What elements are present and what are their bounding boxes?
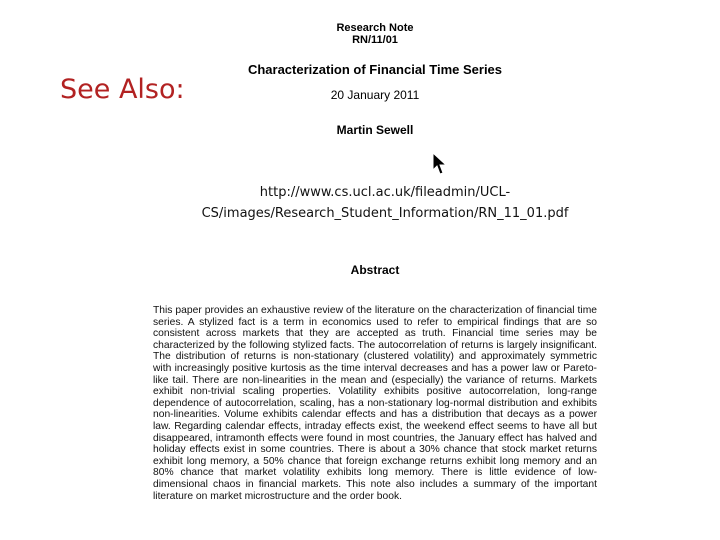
- mouse-pointer-icon: [432, 152, 448, 176]
- abstract-heading: Abstract: [350, 263, 400, 277]
- research-note-number: RN/11/01: [352, 34, 398, 46]
- research-note-label: Research Note: [336, 22, 414, 34]
- reference-url[interactable]: [150, 182, 620, 224]
- paper-title: Characterization of Financial Time Series: [247, 62, 503, 77]
- paper-snapshot: [150, 18, 600, 540]
- paper-date: 20 January 2011: [330, 88, 420, 102]
- url-line-2[interactable]: CS/images/Research_Student_Information/RN_11_01.pdf: [201, 206, 569, 221]
- abstract-text: This paper provides an exhaustive review of the literature on the characterization of financial time series. A stylized fact is a term in economics used to refer to empirical findings that are so consistent across markets that they are accepted as truth. Financial time series may be characterized by the following stylized facts. The autocorrelation of returns is largely insignificant. The distribution of returns is non-stationary (clustered volatility) and approximately symmetric with increasingly positive kurtosis as the time interval decreases and has a power law or Pareto-like tail. There are non-linearities in the mean and (especially) the variance of returns. Markets exhibit non-trivial scaling properties. Volatility exhibits positive autocorrelation, long-range dependence of autocorrelation, scaling, has a non-stationary log-normal distribution and exhibits non-linearities. Volume exhibits calendar effects and has a distribution that decays as a power law. Regarding calendar effects, intraday effects exist, the weekend effect seems to have all but disappeared, intramonth effects were found in most countries, the January effect has halved and holiday effects exist in some countries. There is about a 30% chance that stock market returns exhibit long memory, a 50% chance that foreign exchange returns exhibit long memory and an 80% chance that market volatility exhibits long memory. There is little evidence of low-dimensional chaos in financial markets. This note also includes a summary of the important literature on market microstructure and the order book.: [153, 305, 597, 502]
- see-also-heading: See Also:: [60, 74, 185, 105]
- paper-author: Martin Sewell: [336, 123, 414, 137]
- url-line-1[interactable]: http://www.cs.ucl.ac.uk/fileadmin/UCL-: [259, 185, 511, 200]
